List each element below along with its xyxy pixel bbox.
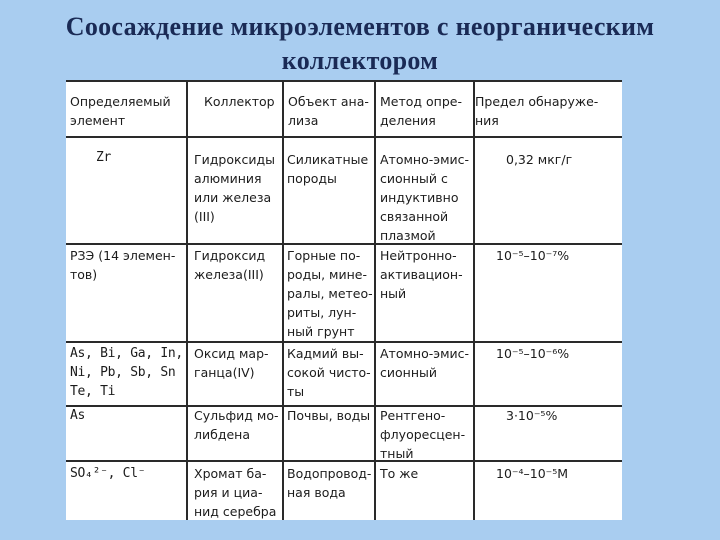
col-rule-1 bbox=[186, 80, 188, 520]
slide-title-line-2: коллектором bbox=[281, 46, 439, 75]
col-rule-2 bbox=[282, 80, 284, 520]
row-4-method: Рентгено- флуоресцен- тный bbox=[380, 408, 466, 461]
row-5-object: Водопровод- ная вода bbox=[287, 466, 372, 500]
row-5-method: То же bbox=[380, 466, 419, 481]
row-2-method: Нейтронно- активацион- ный bbox=[380, 248, 463, 301]
header-element: Определяемый элемент bbox=[70, 94, 171, 128]
row-rule-1 bbox=[66, 243, 622, 245]
header-rule bbox=[66, 136, 622, 138]
row-1-collector: Гидроксиды алюминия или железа (III) bbox=[194, 152, 276, 224]
row-3-element: As, Bi, Ga, In, Ni, Pb, Sb, Sn Te, Ti bbox=[70, 346, 183, 399]
row-2-object: Горные по- роды, мине- ралы, метео- риты, лун- ный грунт bbox=[287, 248, 373, 339]
row-4-collector: Сульфид мо- либдена bbox=[194, 408, 279, 442]
row-rule-2 bbox=[66, 341, 622, 343]
row-5-element: SO₄²⁻, Cl⁻ bbox=[70, 466, 146, 481]
row-1-object: Силикатные породы bbox=[287, 152, 369, 186]
row-3-object: Кадмий вы- сокой чисто- ты bbox=[287, 346, 371, 399]
row-3-limit: 10⁻⁵–10⁻⁶% bbox=[496, 346, 570, 361]
row-2-collector: Гидроксид железа(III) bbox=[194, 248, 266, 282]
row-3-collector: Оксид мар- ганца(IV) bbox=[194, 346, 269, 380]
row-4-object: Почвы, воды bbox=[287, 408, 371, 423]
header-method: Метод опре- деления bbox=[380, 94, 462, 128]
row-4-element: As bbox=[70, 408, 86, 423]
row-5-limit: 10⁻⁴–10⁻⁵M bbox=[496, 466, 569, 481]
table-top-rule bbox=[66, 80, 622, 82]
header-object: Объект ана- лиза bbox=[288, 94, 369, 128]
scanned-table bbox=[66, 80, 622, 520]
col-rule-4 bbox=[473, 80, 475, 520]
slide-title bbox=[0, 10, 720, 78]
row-2-limit: 10⁻⁵–10⁻⁷% bbox=[496, 248, 570, 263]
header-limit: Предел обнаруже- ния bbox=[475, 94, 599, 128]
header-collector: Коллектор bbox=[204, 94, 275, 109]
row-4-limit: 3·10⁻⁵% bbox=[506, 408, 558, 423]
row-3-method: Атомно-эмис- сионный bbox=[380, 346, 470, 380]
slide-title-line-1: Соосаждение микроэлементов с неорганическим bbox=[65, 12, 655, 41]
col-rule-3 bbox=[374, 80, 376, 520]
row-5-collector: Хромат ба- рия и циа- нид серебра bbox=[194, 466, 277, 519]
row-1-element: Zr bbox=[96, 150, 112, 165]
row-2-element: РЗЭ (14 элемен- тов) bbox=[70, 248, 176, 282]
row-1-limit: 0,32 мкг/г bbox=[506, 152, 573, 167]
row-1-method: Атомно-эмис- сионный с индуктивно связанной плазмой bbox=[380, 152, 470, 243]
row-rule-4 bbox=[66, 460, 622, 462]
